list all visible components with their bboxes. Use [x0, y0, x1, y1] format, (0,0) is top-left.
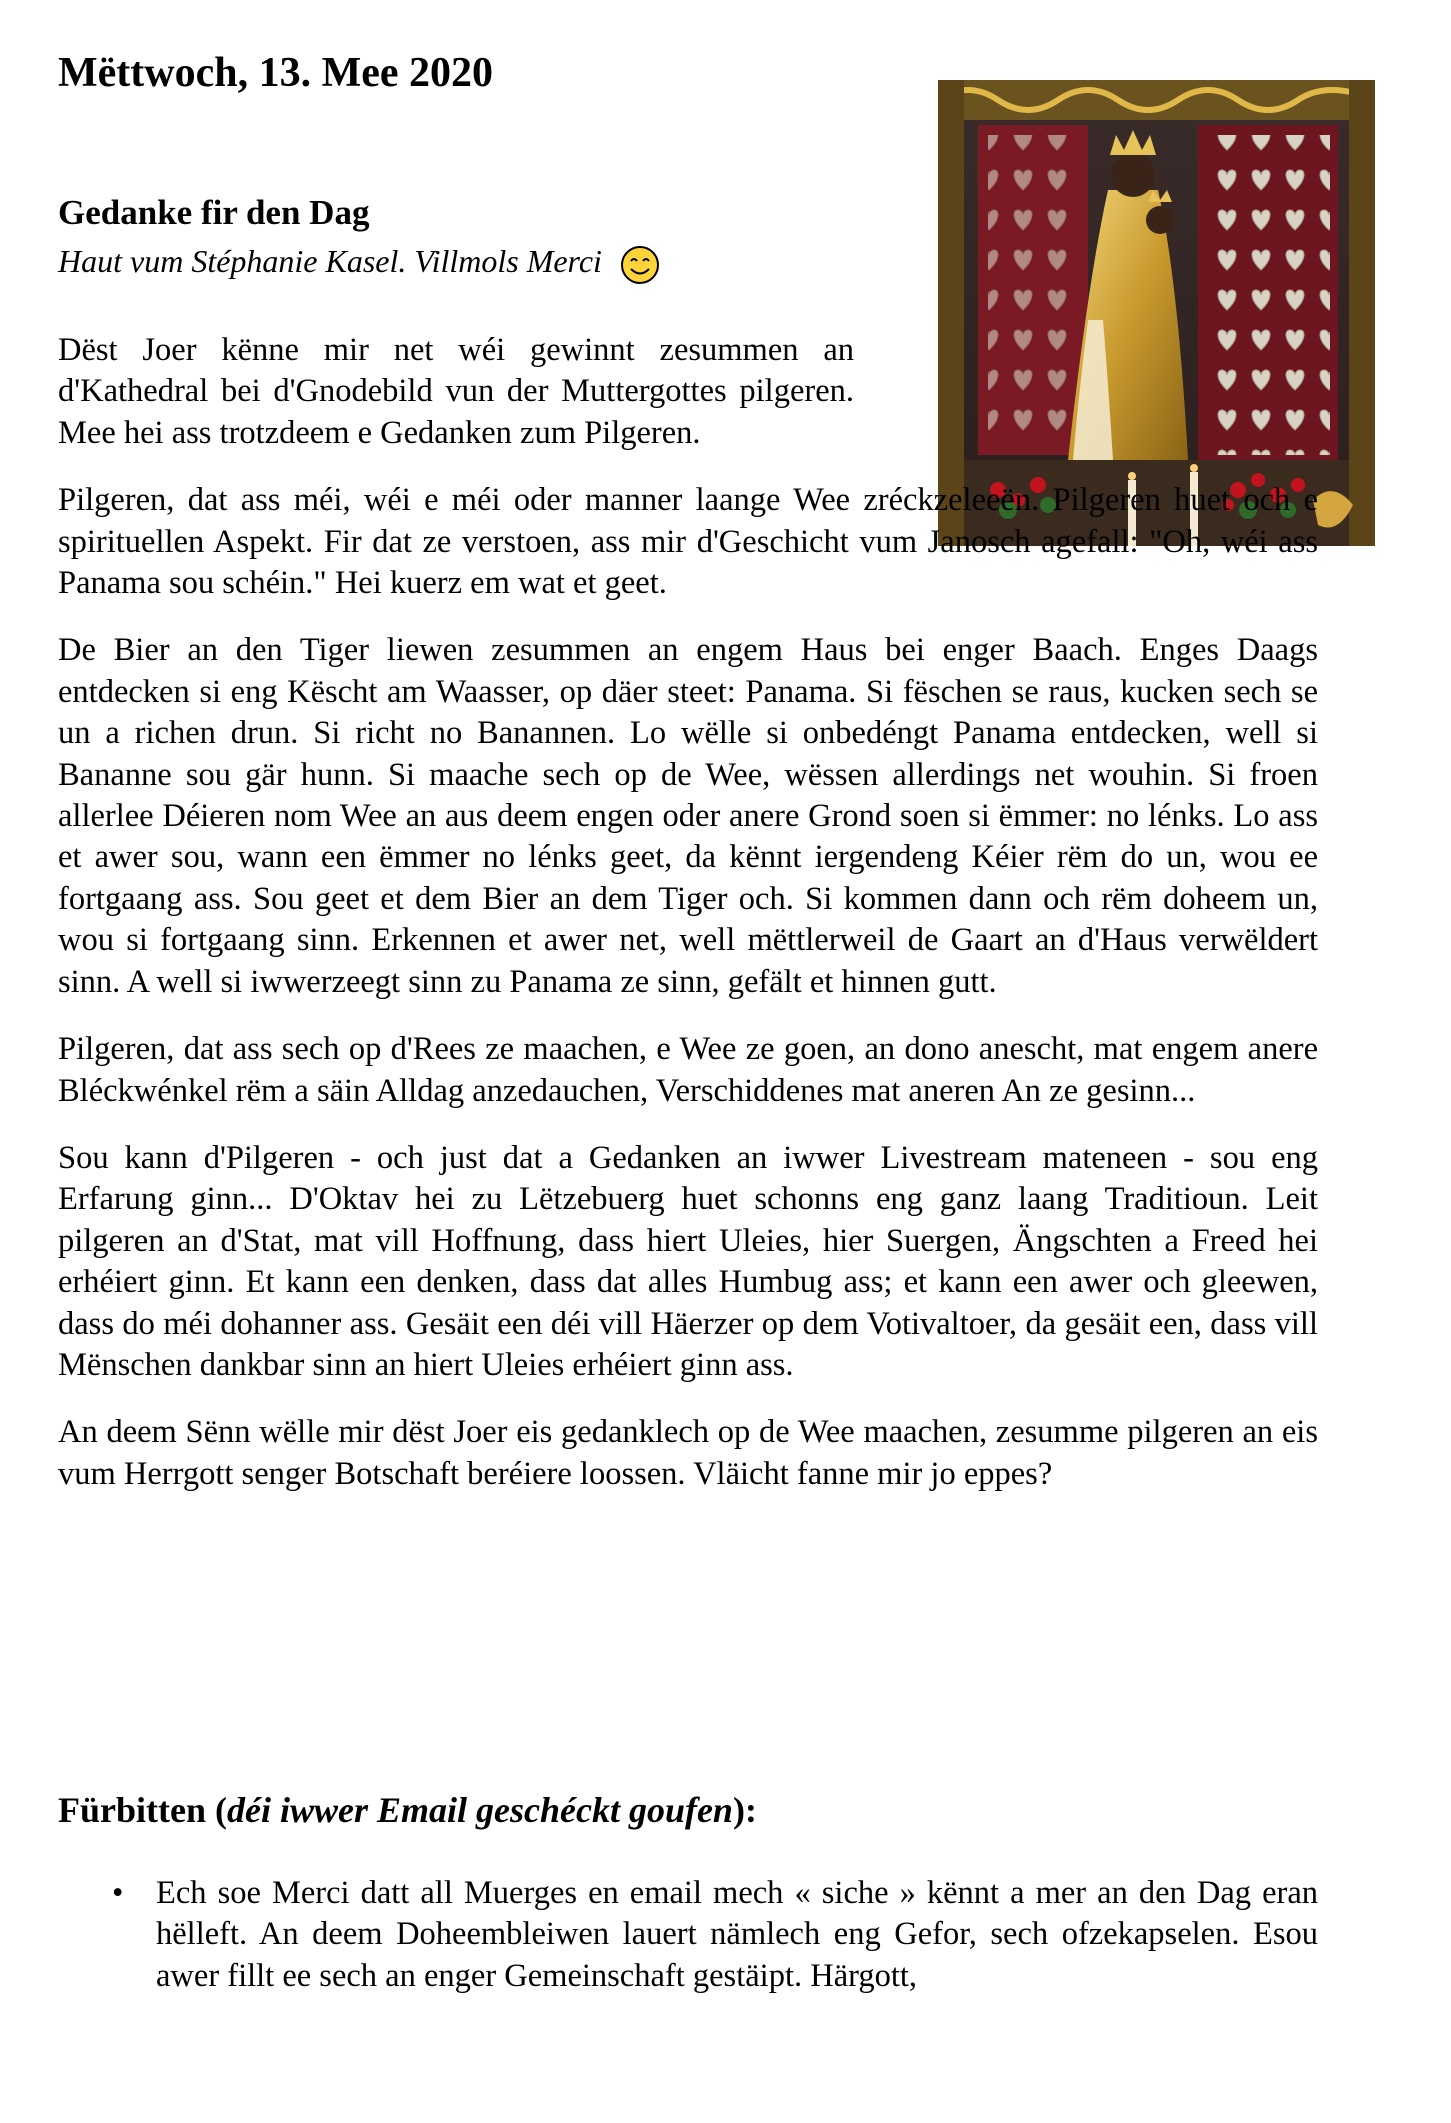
smiley-icon [620, 245, 660, 285]
fuerbitten-list [58, 1873, 1318, 1997]
paragraph: De Bier an den Tiger liewen zesummen an engem Haus bei enger Baach. Enges Daags entdecken si eng Këscht am Waasser, op däer steet: Panama. Si fëschen se raus, kucken sech se un a richen drun. Si richt no Banannen. Lo wëlle si onbedéngt Panama entdecken, well si Bananne sou gär hunn. Si maache sech op de Wee, wëssen allerdings net wouhin. Si froen allerlee Déieren nom Wee an aus deem engen oder anere Grond soen si ëmmer: no lénks. Lo ass et awer sou, wann een ëmmer no lénks geet, da kënnt iergendeng Kéier rëm do un, wou ee fortgaang ass. Sou geet et dem Bier an dem Tiger och. Si kommen dann och rëm doheem un, wou si fortgaang sinn. Erkennen et awer net, well mëttlerweil de Gaart an d'Haus verwëldert sinn. A well si iwwerzeegt sinn zu Panama ze sinn, gefält et hinnen gutt. [58, 632, 1318, 1000]
fuerbitten-subtitle: déi iwwer Email geschéckt goufen [226, 1790, 733, 1830]
paragraph: Dëst Joer kënne mir net wéi gewinnt zesummen an d'Kathedral bei d'Gnodebild vun der Muttergottes pilgeren. Mee hei ass trotzdeem e Gedanken zum Pilgeren. [58, 332, 854, 451]
paragraph: Pilgeren, dat ass sech op d'Rees ze maachen, e Wee ze goen, an dono anescht, mat engem anere Bléckwénkel rëm a säin Alldag anzedauchen, Verschiddenes mat aneren An ze gesinn... [58, 1031, 1318, 1109]
fuerbitten-title-end: ): [732, 1790, 757, 1830]
byline [58, 242, 660, 285]
page-date-heading: Mëttwoch, 13. Mee 2020 [58, 50, 494, 96]
list-item [58, 1873, 1318, 1997]
fuerbitten-heading [58, 1789, 757, 1832]
byline-text: Haut vum Stéphanie Kasel. Villmols Merci [58, 243, 602, 279]
list-item-text: Ech soe Merci datt all Muerges en email mech « siche » kënnt a mer an den Dag eran hëlleft. An deem Doheembleiwen lauert nämlech eng Gefor, sech ofzekapselen. Esou awer fillt ee sech an enger Gemeinschaft gestäipt. Härgott, [156, 1875, 1318, 1994]
bullet-icon: • [112, 1875, 124, 1911]
paragraph: Sou kann d'Pilgeren - och just dat a Gedanken an iwwer Livestream mateneen - sou eng Erfarung ginn... D'Oktav hei zu Lëtzebuerg huet schonns eng ganz laang Traditioun. Leit pilgeren an d'Stat, mat vill Hoffnung, dass hiert Uleies, hier Suergen, Ängschten a Freed hei erhéiert ginn. Et kann een denken, dass dat alles Humbug ass; et kann een awer och gleewen, dass do méi dohanner ass. Gesäit een déi vill Häerzer op dem Votivaltoer, da gesäit een, dass vill Mënschen dankbar sinn an hiert Uleies erhéiert ginn ass. [58, 1139, 1318, 1383]
fuerbitten-title: Fürbitten ( [58, 1790, 227, 1830]
body-text [58, 330, 1318, 1521]
paragraph: Pilgeren, dat ass méi, wéi e méi oder manner laange Wee zréckzeleeën. Pilgeren huet och e spirituellen Aspekt. Fir dat ze verstoen, ass mir d'Geschicht vum Janosch agefall: "Oh, wéi ass Panama sou schéin." Hei kuerz em wat et geet. [58, 482, 1318, 602]
paragraph: An deem Sënn wëlle mir dëst Joer eis gedanklech op de Wee maachen, zesumme pilgeren an eis vum Herrgott senger Botschaft beréiere loossen. Vläicht fanne mir jo eppes? [58, 1414, 1318, 1492]
section-title: Gedanke fir den Dag [58, 193, 370, 232]
